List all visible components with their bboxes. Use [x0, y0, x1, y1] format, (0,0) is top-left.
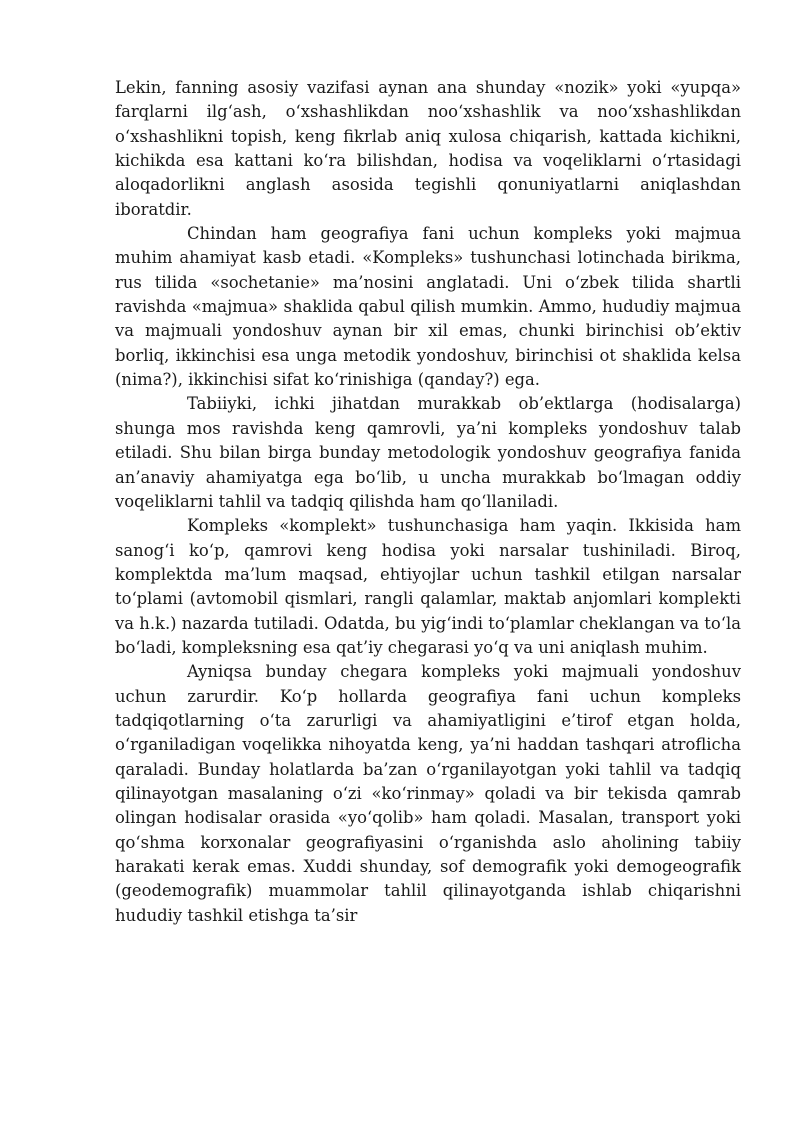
paragraph-2: Chindan ham geografiya fani uchun kompleks yoki majmua muhim ahamiyat kasb etadi. «Kompleks» tushunchasi lotinchada birikma, rus tilida «sochetanie» ma’nosini anglatadi. Uni o‘zbek tilida shartli ravishda «majmua» shaklida qabul qilish mumkin. Ammo, hududiy majmua va majmuali yondoshuv aynan bir xil emas, chunki birinchisi ob’ektiv borliq, ikkinchisi esa unga metodik yondoshuv, birinchisi ot shaklida kelsa (nima?), ikkinchisi sifat ko‘rinishiga (qanday?) ega. — [115, 224, 741, 390]
paragraph-5: Ayniqsa bunday chegara kompleks yoki majmuali yondoshuv uchun zarurdir. Ko‘p hollarda geografiya fani uchun kompleks tadqiqotlarning o‘ta zarurligi va ahamiyatligini e’tirof etgan holda, o‘rganiladigan voqelikka nihoyatda keng, ya’ni haddan tashqari atroflicha qaraladi. Bunday holatlarda ba’zan o‘rganilayotgan yoki tahlil va tadqiq qilinayotgan masalaning o‘zi «ko‘rinmay» qoladi va bir tekisda qamrab olingan hodisalar orasida «yo‘qolib» ham qoladi. Masalan, transport yoki qo‘shma korxonalar geografiyasini o‘rganishda aslo aholining tabiiy harakati kerak emas. Xuddi shunday, sof demografik yoki demogeografik (geodemografik) muammolar tahlil qilinayotganda ishlab chiqarishni hududiy tashkil etishga ta’sir — [115, 662, 741, 925]
paragraph-3: Tabiiyki, ichki jihatdan murakkab ob’ektlarga (hodisalarga) shunga mos ravishda keng qamrovli, ya’ni kompleks yondoshuv talab etiladi. Shu bilan birga bunday metodologik yondoshuv geografiya fanida an’anaviy ahamiyatga ega bo‘lib, u uncha murakkab bo‘lmagan oddiy voqeliklarni tahlil va tadqiq qilishda ham qo‘llaniladi. — [115, 394, 741, 511]
paragraph-1: Lekin, fanning asosiy vazifasi aynan ana shunday «nozik» yoki «yupqa» farqlarni ilg‘ash, o‘xshashlikdan noo‘xshashlik va noo‘xshashlikdan o‘xshashlikni topish, keng fikrlab aniq xulosa chiqarish, kattada kichikni, kichikda esa kattani ko‘ra bilishdan, hodisa va voqeliklarni o‘rtasidagi aloqadorlikni anglash asosida tegishli qonuniyatlarni aniqlashdan iboratdir. — [115, 78, 741, 219]
paragraph-4: Kompleks «komplekt» tushunchasiga ham yaqin. Ikkisida ham sanog‘i ko‘p, qamrovi keng hodisa yoki narsalar tushiniladi. Biroq, komplektda ma’lum maqsad, ehtiyojlar uchun tashkil etilgan narsalar to‘plami (avtomobil qismlari, rangli qalamlar, maktab anjomlari komplekti va h.k.) nazarda tutiladi. Odatda, bu yig‘indi to‘plamlar cheklangan va to‘la bo‘ladi, kompleksning esa qat’iy chegarasi yo‘q va uni aniqlash muhim. — [115, 516, 741, 657]
document-page — [115, 76, 741, 928]
